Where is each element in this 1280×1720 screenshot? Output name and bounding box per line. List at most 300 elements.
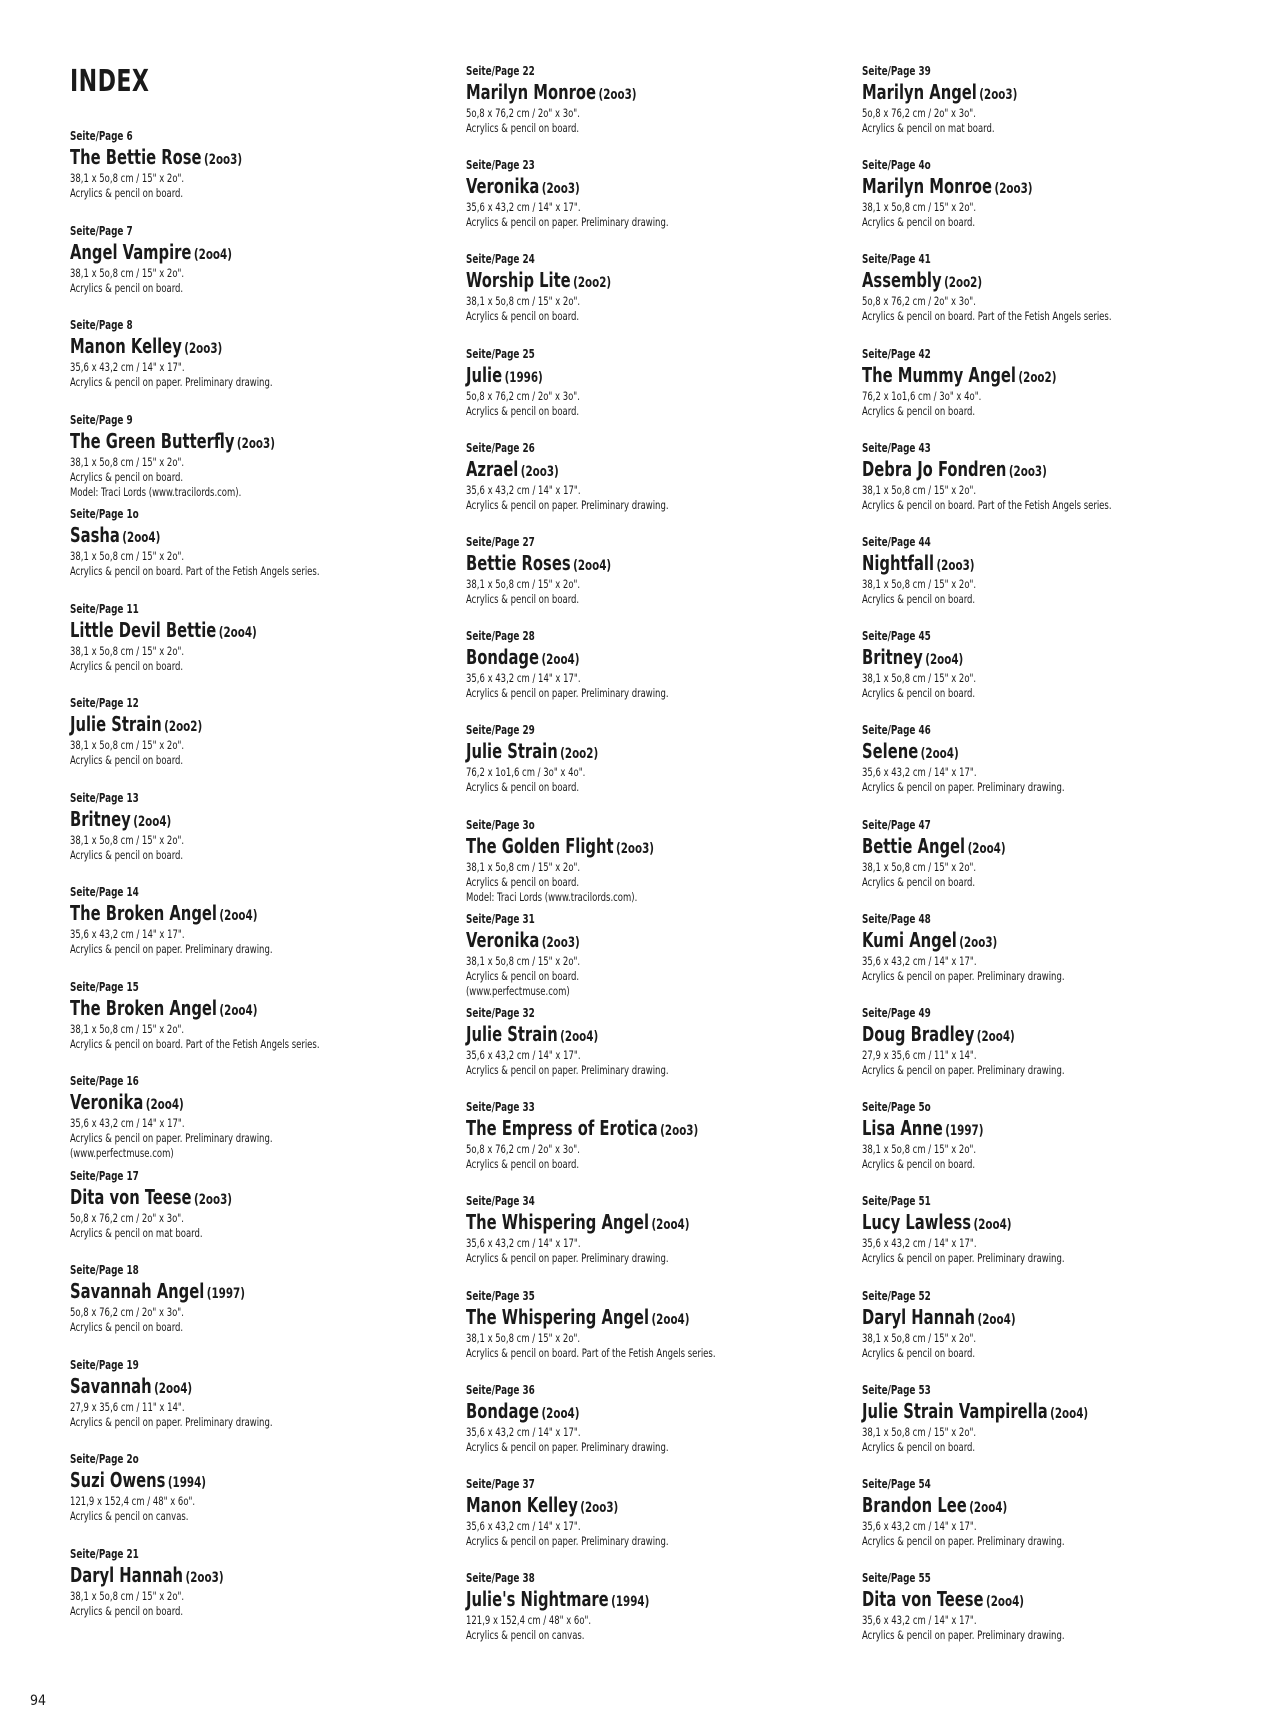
entry-year: (2oo4) — [986, 1594, 1025, 1611]
entry-detail-line: Acrylics & pencil on board. — [70, 186, 184, 200]
index-entry — [862, 64, 1242, 136]
entry-detail-line: Acrylics & pencil on paper. Preliminary drawing. — [466, 1251, 669, 1266]
entry-title-line — [466, 1117, 778, 1142]
entry-page-ref: Seite/Page 22 — [466, 64, 535, 78]
entry-title: Debra Jo Fondren — [862, 456, 1007, 481]
entry-title: Nightfall — [862, 551, 935, 575]
entry-page-ref: Seite/Page 32 — [466, 1006, 535, 1020]
entry-detail-line: 38,1 x 5o,8 cm / 15" x 2o". — [70, 1588, 185, 1603]
entry-title-line — [70, 1564, 382, 1589]
entry-detail-line: Acrylics & pencil on board. — [862, 592, 976, 606]
index-entry — [862, 158, 1242, 230]
index-entry — [466, 1006, 846, 1078]
entry-detail-line: Acrylics & pencil on paper. Preliminary drawing. — [70, 1414, 273, 1429]
entry-detail-line: 5o,8 x 76,2 cm / 2o" x 3o". — [862, 106, 976, 120]
entry-title-line — [466, 1023, 778, 1048]
entry-detail-line: Acrylics & pencil on paper. Preliminary drawing. — [70, 1131, 273, 1145]
entry-page-ref: Seite/Page 14 — [70, 885, 139, 899]
entry-detail-line: 35,6 x 43,2 cm / 14" x 17". — [862, 953, 977, 968]
entry-title-line — [466, 552, 778, 577]
entry-year: (2oo4) — [133, 813, 172, 830]
entry-page-ref: Seite/Page 38 — [466, 1571, 535, 1586]
entry-year: (2oo3) — [541, 181, 580, 198]
entry-page-ref: Seite/Page 29 — [466, 723, 535, 738]
entry-page-ref: Seite/Page 36 — [466, 1382, 535, 1397]
entry-detail-line: Acrylics & pencil on board. — [70, 658, 184, 673]
entry-detail-line: 27,9 x 35,6 cm / 11" x 14". — [70, 1399, 185, 1414]
entry-title-line — [466, 646, 778, 671]
entry-title: The Green Butterfly — [70, 428, 235, 453]
entry-title: Savannah — [70, 1373, 152, 1398]
index-entry — [862, 1289, 1242, 1361]
entry-title: Brandon Lee — [862, 1493, 967, 1517]
entry-title-line — [862, 646, 1174, 671]
entry-detail-line: 38,1 x 5o,8 cm / 15" x 2o". — [862, 1330, 977, 1345]
index-entry — [466, 818, 846, 905]
entry-title: Julie Strain Vampirella — [862, 1398, 1048, 1423]
entry-detail-line: 121,9 x 152,4 cm / 48" x 6o". — [466, 1613, 592, 1628]
index-entry — [70, 602, 450, 674]
entry-detail-line: 5o,8 x 76,2 cm / 2o" x 3o". — [70, 1210, 184, 1225]
entry-detail-line: Acrylics & pencil on board. — [466, 968, 580, 983]
entry-page-ref: Seite/Page 43 — [862, 440, 931, 455]
entry-year: (2oo3) — [615, 840, 655, 857]
entry-title-line — [466, 1306, 778, 1331]
index-entry — [70, 885, 450, 957]
entry-title-line — [862, 1211, 1174, 1236]
entry-title: Doug Bradley — [862, 1022, 975, 1046]
index-entry — [70, 1263, 450, 1335]
entry-detail-line: 5o,8 x 76,2 cm / 2o" x 3o". — [862, 294, 976, 309]
index-entry — [466, 158, 846, 230]
entry-title: Worship Lite — [466, 268, 571, 293]
entry-year: (2oo2) — [164, 719, 203, 735]
entry-year: (2oo3) — [185, 1569, 224, 1586]
entry-year: (2oo3) — [184, 341, 223, 357]
entry-detail-line: 38,1 x 5o,8 cm / 15" x 2o". — [862, 671, 977, 686]
entry-detail-line: 38,1 x 5o,8 cm / 15" x 2o". — [466, 953, 581, 968]
entry-detail-line: 35,6 x 43,2 cm / 14" x 17". — [862, 1613, 977, 1628]
entry-detail-line: 38,1 x 5o,8 cm / 15" x 2o". — [862, 577, 977, 591]
entry-title: The Golden Flight — [466, 833, 614, 858]
entry-title-line — [70, 146, 382, 171]
entry-title: Julie — [466, 362, 503, 387]
entry-page-ref: Seite/Page 1o — [70, 507, 139, 521]
entry-page-ref: Seite/Page 48 — [862, 911, 931, 926]
entry-title-line — [862, 929, 1174, 954]
entry-detail-line: 38,1 x 5o,8 cm / 15" x 2o". — [70, 643, 185, 658]
entry-detail-line: 38,1 x 5o,8 cm / 15" x 2o". — [862, 859, 977, 874]
entry-title-line — [70, 902, 382, 927]
index-entry — [466, 347, 846, 419]
entry-year: (2oo3) — [1008, 463, 1047, 480]
entry-page-ref: Seite/Page 16 — [70, 1074, 139, 1088]
entry-title-line — [70, 335, 382, 360]
index-entry — [466, 1100, 846, 1172]
entry-detail-line: 38,1 x 5o,8 cm / 15" x 2o". — [466, 1330, 581, 1345]
index-entry — [70, 1452, 450, 1524]
entry-year: (2oo4) — [193, 246, 232, 263]
entry-detail-line: 38,1 x 5o,8 cm / 15" x 2o". — [466, 859, 581, 874]
entry-detail-line: Acrylics & pencil on board. — [862, 1345, 976, 1360]
entry-title: The Broken Angel — [70, 901, 217, 925]
entry-title-line — [70, 713, 382, 738]
entry-detail-line: 38,1 x 5o,8 cm / 15" x 2o". — [862, 1142, 977, 1157]
entry-year: (2oo3) — [541, 934, 580, 951]
entry-page-ref: Seite/Page 8 — [70, 318, 133, 332]
entry-detail-line: 76,2 x 1o1,6 cm / 3o" x 4o". — [862, 388, 982, 403]
entry-detail-line: (www.perfectmuse.com) — [70, 1146, 174, 1160]
entry-title: Marilyn Monroe — [466, 80, 597, 104]
index-entry — [862, 441, 1242, 513]
entry-page-ref: Seite/Page 26 — [466, 440, 535, 455]
entry-title: Britney — [70, 806, 131, 831]
entry-title: Bettie Roses — [466, 551, 571, 575]
index-entry — [862, 1194, 1242, 1266]
entry-detail-line: 38,1 x 5o,8 cm / 15" x 2o". — [70, 265, 185, 280]
entry-title-line — [862, 552, 1174, 577]
entry-title: Sasha — [70, 523, 120, 547]
entry-detail-line: Acrylics & pencil on board. Part of the Fetish Angels series. — [466, 1345, 716, 1360]
page-number: 94 — [30, 1693, 47, 1709]
entry-year: (2oo3) — [936, 558, 975, 574]
entry-title: Kumi Angel — [862, 927, 957, 952]
entry-detail-line: Acrylics & pencil on board. — [70, 469, 184, 484]
index-entry — [466, 252, 846, 324]
entry-year: (2oo4) — [219, 908, 258, 924]
entry-detail-line: 35,6 x 43,2 cm / 14" x 17". — [862, 765, 977, 780]
entry-detail-line: Acrylics & pencil on paper. Preliminary drawing. — [862, 780, 1065, 795]
entry-detail-line: Acrylics & pencil on board. — [466, 780, 580, 795]
entry-page-ref: Seite/Page 31 — [466, 911, 535, 926]
entry-title: Little Devil Bettie — [70, 617, 217, 642]
entry-title-line — [466, 1588, 778, 1613]
entry-title: Bettie Angel — [862, 833, 966, 858]
entry-detail-line: Acrylics & pencil on board. — [70, 753, 184, 767]
entry-detail-line: 5o,8 x 76,2 cm / 2o" x 3o". — [466, 106, 580, 120]
entry-title-line — [862, 1588, 1174, 1613]
index-entry — [70, 1074, 450, 1161]
entry-title: Daryl Hannah — [862, 1304, 976, 1329]
index-entry — [862, 818, 1242, 890]
index-entry — [862, 347, 1242, 419]
index-entry — [466, 723, 846, 795]
entry-detail-line: 35,6 x 43,2 cm / 14" x 17". — [70, 1116, 185, 1130]
entry-detail-line: 38,1 x 5o,8 cm / 15" x 2o". — [862, 1424, 977, 1439]
entry-title-line — [466, 929, 778, 954]
index-entry — [466, 535, 846, 607]
entry-title: Marilyn Angel — [862, 80, 977, 104]
index-entry — [862, 1100, 1242, 1172]
entry-year: (1997) — [945, 1123, 984, 1140]
entry-detail-line: 121,9 x 152,4 cm / 48" x 6o". — [70, 1494, 196, 1508]
entry-title-line — [862, 81, 1174, 106]
index-entry — [466, 1383, 846, 1455]
entry-page-ref: Seite/Page 41 — [862, 252, 931, 267]
entry-title: Lucy Lawless — [862, 1210, 972, 1235]
entry-detail-line: 76,2 x 1o1,6 cm / 3o" x 4o". — [466, 765, 586, 780]
entry-page-ref: Seite/Page 7 — [70, 223, 133, 238]
entry-title-line — [862, 364, 1174, 389]
entry-title-line — [466, 458, 778, 483]
entry-detail-line: Acrylics & pencil on paper. Preliminary drawing. — [466, 1439, 669, 1454]
entry-title: Julie Strain — [466, 1022, 558, 1046]
entry-page-ref: Seite/Page 3o — [466, 817, 535, 832]
entry-page-ref: Seite/Page 2o — [70, 1452, 139, 1466]
entry-title-line — [466, 1400, 778, 1425]
entry-title-line — [70, 1091, 382, 1116]
entry-title: The Mummy Angel — [862, 362, 1016, 387]
entry-title: The Whispering Angel — [466, 1210, 650, 1235]
entry-detail-line: 5o,8 x 76,2 cm / 2o" x 3o". — [466, 1142, 580, 1157]
entry-detail-line: Acrylics & pencil on board. — [70, 280, 184, 295]
entry-title: The Empress of Erotica — [466, 1116, 658, 1141]
entry-detail-line: 35,6 x 43,2 cm / 14" x 17". — [466, 200, 581, 215]
entry-title-line — [70, 1469, 382, 1494]
entry-title-line — [466, 1211, 778, 1236]
entry-detail-line: 38,1 x 5o,8 cm / 15" x 2o". — [70, 171, 185, 185]
entry-page-ref: Seite/Page 11 — [70, 601, 139, 616]
index-entry — [466, 912, 846, 999]
entry-detail-line: 27,9 x 35,6 cm / 11" x 14". — [862, 1048, 977, 1062]
entry-detail-line: Acrylics & pencil on board. — [70, 1320, 184, 1334]
entry-title-line — [70, 524, 382, 549]
entry-year: (2oo3) — [979, 87, 1018, 103]
index-entry — [862, 912, 1242, 984]
entry-page-ref: Seite/Page 27 — [466, 535, 535, 549]
entry-detail-line: Acrylics & pencil on paper. Preliminary drawing. — [70, 942, 273, 956]
entry-detail-line: Acrylics & pencil on paper. Preliminary drawing. — [862, 1251, 1065, 1266]
entry-page-ref: Seite/Page 9 — [70, 412, 133, 427]
entry-title-line — [862, 1494, 1174, 1519]
index-entry — [466, 1477, 846, 1549]
entry-year: (2oo3) — [204, 152, 243, 168]
entry-page-ref: Seite/Page 5o — [862, 1100, 931, 1115]
entry-year: (2oo3) — [598, 87, 637, 103]
entry-year: (2oo4) — [973, 1217, 1012, 1234]
index-entry — [862, 629, 1242, 701]
entry-year: (2oo3) — [236, 435, 275, 452]
entry-page-ref: Seite/Page 42 — [862, 346, 931, 361]
index-entry — [70, 1169, 450, 1241]
entry-title: Julie Strain — [466, 739, 558, 764]
index-entry — [70, 696, 450, 768]
entry-page-ref: Seite/Page 33 — [466, 1100, 535, 1115]
entry-page-ref: Seite/Page 6 — [70, 129, 133, 143]
entry-year: (2oo4) — [154, 1380, 193, 1397]
entry-page-ref: Seite/Page 4o — [862, 158, 931, 173]
entry-year: (2oo4) — [1050, 1405, 1089, 1422]
entry-year: (1994) — [167, 1475, 207, 1491]
entry-detail-line: 35,6 x 43,2 cm / 14" x 17". — [862, 1519, 977, 1533]
entry-title-line — [70, 619, 382, 644]
entry-detail-line: 38,1 x 5o,8 cm / 15" x 2o". — [70, 454, 185, 469]
entry-title: Bondage — [466, 1398, 539, 1423]
index-entry — [466, 64, 846, 136]
entry-detail-line: 35,6 x 43,2 cm / 14" x 17". — [466, 1236, 581, 1251]
entry-detail-line: Acrylics & pencil on mat board. — [862, 121, 995, 135]
entry-year: (2oo4) — [541, 652, 580, 669]
index-entry — [466, 1571, 846, 1643]
entry-title: Angel Vampire — [70, 239, 192, 264]
entry-year: (2oo4) — [976, 1029, 1015, 1045]
entry-detail-line: Acrylics & pencil on paper. Preliminary drawing. — [862, 968, 1065, 983]
entry-title-line — [862, 1306, 1174, 1331]
entry-detail-line: Acrylics & pencil on board. Part of the Fetish Angels series. — [70, 564, 320, 578]
entry-year: (2oo4) — [977, 1311, 1016, 1328]
entry-title: The Broken Angel — [70, 995, 217, 1020]
entry-page-ref: Seite/Page 35 — [466, 1288, 535, 1303]
entry-detail-line: Acrylics & pencil on paper. Preliminary drawing. — [862, 1628, 1065, 1643]
entry-detail-line: Acrylics & pencil on board. Part of the Fetish Angels series. — [70, 1036, 320, 1051]
entry-detail-line: (www.perfectmuse.com) — [466, 983, 570, 998]
entry-detail-line: Acrylics & pencil on board. — [466, 874, 580, 889]
entry-title-line — [862, 1023, 1174, 1048]
entry-detail-line: Model: Traci Lords (www.tracilords.com). — [466, 889, 638, 904]
entry-title-line — [70, 808, 382, 833]
entry-detail-line: Acrylics & pencil on board. — [862, 874, 976, 889]
index-entry — [862, 535, 1242, 607]
entry-title-line — [862, 1400, 1174, 1425]
entry-year: (2oo3) — [660, 1123, 699, 1140]
entry-detail-line: Acrylics & pencil on paper. Preliminary drawing. — [466, 1534, 669, 1548]
entry-page-ref: Seite/Page 23 — [466, 158, 535, 173]
entry-page-ref: Seite/Page 46 — [862, 723, 931, 738]
index-entry — [70, 791, 450, 863]
entry-year: (2oo2) — [1018, 369, 1057, 386]
entry-title: The Bettie Rose — [70, 145, 202, 169]
entry-page-ref: Seite/Page 44 — [862, 535, 931, 549]
entry-detail-line: Acrylics & pencil on board. — [862, 686, 976, 701]
entry-detail-line: 35,6 x 43,2 cm / 14" x 17". — [466, 671, 581, 686]
entry-year: (2oo4) — [920, 746, 959, 763]
entry-page-ref: Seite/Page 47 — [862, 817, 931, 832]
entry-title-line — [70, 1280, 382, 1305]
entry-page-ref: Seite/Page 13 — [70, 790, 139, 805]
entry-year: (2oo3) — [580, 1500, 619, 1516]
entry-year: (2oo4) — [122, 530, 161, 546]
entry-page-ref: Seite/Page 19 — [70, 1357, 139, 1372]
entry-detail-line: 35,6 x 43,2 cm / 14" x 17". — [466, 1424, 581, 1439]
entry-page-ref: Seite/Page 52 — [862, 1288, 931, 1303]
entry-title: Marilyn Monroe — [862, 174, 993, 199]
entry-title: Lisa Anne — [862, 1116, 943, 1141]
entry-detail-line: 35,6 x 43,2 cm / 14" x 17". — [466, 1048, 581, 1062]
entry-title: Bondage — [466, 645, 539, 670]
entry-title: Julie's Nightmare — [466, 1587, 609, 1612]
entry-year: (2oo3) — [994, 181, 1033, 198]
entry-page-ref: Seite/Page 49 — [862, 1006, 931, 1020]
entry-year: (2oo3) — [520, 463, 559, 480]
entry-detail-line: Acrylics & pencil on board. — [862, 215, 976, 230]
entry-title-line — [862, 835, 1174, 860]
entry-title: Azrael — [466, 456, 519, 481]
entry-year: (2oo4) — [573, 558, 612, 574]
entry-title: Manon Kelley — [466, 1493, 578, 1517]
index-entry — [862, 1383, 1242, 1455]
index-entry — [70, 318, 450, 390]
entry-title: The Whispering Angel — [466, 1304, 650, 1329]
entry-detail-line: Acrylics & pencil on paper. Preliminary drawing. — [466, 686, 669, 701]
entry-page-ref: Seite/Page 18 — [70, 1263, 139, 1277]
entry-detail-line: 38,1 x 5o,8 cm / 15" x 2o". — [466, 294, 581, 309]
entry-title: Veronika — [466, 927, 540, 952]
entry-page-ref: Seite/Page 24 — [466, 252, 535, 267]
entry-detail-line: 35,6 x 43,2 cm / 14" x 17". — [466, 482, 581, 497]
entry-title-line — [466, 364, 778, 389]
index-entry — [466, 629, 846, 701]
entry-title-line — [862, 458, 1174, 483]
entry-title-line — [70, 241, 382, 266]
index-entry — [862, 723, 1242, 795]
entry-year: (2oo4) — [651, 1217, 690, 1234]
entry-title-line — [862, 175, 1174, 200]
entry-detail-line: 38,1 x 5o,8 cm / 15" x 2o". — [70, 738, 185, 752]
entry-title: Dita von Teese — [862, 1587, 984, 1612]
entry-detail-line: Acrylics & pencil on paper. Preliminary drawing. — [466, 497, 669, 512]
entry-detail-line: 38,1 x 5o,8 cm / 15" x 2o". — [70, 549, 185, 563]
index-entry — [70, 1547, 450, 1619]
entry-year: (2oo4) — [560, 1029, 599, 1045]
entry-detail-line: 35,6 x 43,2 cm / 14" x 17". — [862, 1236, 977, 1251]
entry-year: (2oo4) — [651, 1311, 690, 1328]
entry-page-ref: Seite/Page 12 — [70, 696, 139, 710]
index-entry — [70, 980, 450, 1052]
index-entry — [466, 441, 846, 513]
page-title: INDEX — [70, 64, 150, 99]
entry-title: Dita von Teese — [70, 1184, 192, 1209]
entry-page-ref: Seite/Page 37 — [466, 1477, 535, 1491]
entry-detail-line: 35,6 x 43,2 cm / 14" x 17". — [70, 927, 185, 941]
entry-year: (1997) — [206, 1286, 245, 1302]
index-entry — [862, 1571, 1242, 1643]
entry-title-line — [862, 1117, 1174, 1142]
index-entry — [70, 507, 450, 579]
entry-title: Savannah Angel — [70, 1279, 205, 1303]
entry-detail-line: Acrylics & pencil on paper. Preliminary drawing. — [862, 1063, 1065, 1077]
index-entry — [862, 252, 1242, 324]
entry-year: (1996) — [504, 369, 543, 386]
entry-title-line — [862, 269, 1174, 294]
entry-year: (2oo4) — [969, 1500, 1008, 1516]
entry-year: (2oo2) — [560, 746, 599, 763]
entry-year: (2oo4) — [219, 1002, 258, 1019]
entry-year: (2oo3) — [194, 1191, 233, 1208]
index-entry — [70, 129, 450, 201]
entry-detail-line: 38,1 x 5o,8 cm / 15" x 2o". — [862, 482, 977, 497]
entry-year: (2oo4) — [925, 652, 964, 669]
entry-page-ref: Seite/Page 39 — [862, 64, 931, 78]
entry-page-ref: Seite/Page 34 — [466, 1194, 535, 1209]
entry-title-line — [466, 740, 778, 765]
entry-detail-line: Acrylics & pencil on board. — [466, 403, 580, 418]
entry-detail-line: Acrylics & pencil on board. — [466, 592, 580, 606]
entry-page-ref: Seite/Page 51 — [862, 1194, 931, 1209]
entry-detail-line: 5o,8 x 76,2 cm / 2o" x 3o". — [70, 1305, 184, 1319]
entry-page-ref: Seite/Page 17 — [70, 1168, 139, 1183]
entry-detail-line: Acrylics & pencil on mat board. — [70, 1225, 203, 1240]
index-entry — [70, 1358, 450, 1430]
entry-title: Daryl Hannah — [70, 1562, 184, 1587]
entry-page-ref: Seite/Page 21 — [70, 1546, 139, 1561]
entry-year: (2oo4) — [967, 840, 1006, 857]
entry-page-ref: Seite/Page 25 — [466, 346, 535, 361]
entry-title: Manon Kelley — [70, 334, 182, 358]
entry-detail-line: Acrylics & pencil on board. — [862, 1439, 976, 1454]
entry-title-line — [70, 430, 382, 455]
entry-page-ref: Seite/Page 45 — [862, 629, 931, 644]
index-entry — [466, 1194, 846, 1266]
